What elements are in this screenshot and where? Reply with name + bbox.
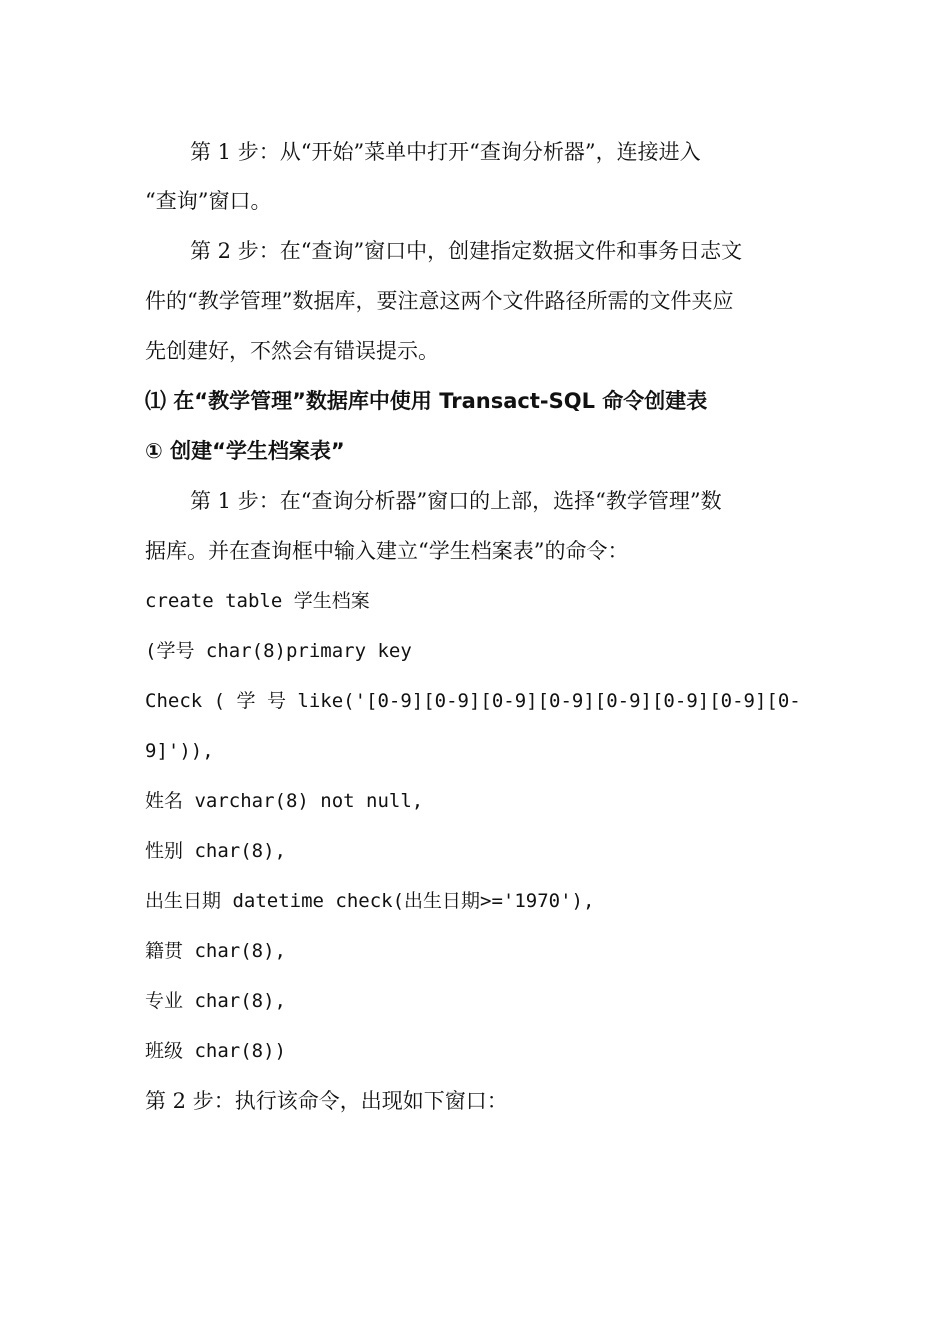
paragraph-step2-line3: 先创建好，不然会有错误提示。 bbox=[145, 339, 439, 363]
code-line: 9]')), bbox=[145, 740, 214, 762]
paragraph-step1-line1: 第 1 步：从“开始”菜单中打开“查询分析器”，连接进入 bbox=[190, 140, 701, 164]
paragraph-step1b-line2: 据库。并在查询框中输入建立“学生档案表”的命令： bbox=[145, 539, 629, 563]
code-line: (学号 char(8)primary key bbox=[145, 640, 412, 662]
code-line: create table 学生档案 bbox=[145, 590, 370, 612]
paragraph-step2-line1: 第 2 步：在“查询”窗口中，创建指定数据文件和事务日志文 bbox=[190, 239, 743, 263]
code-line: 籍贯 char(8), bbox=[145, 940, 286, 962]
code-line: 性别 char(8), bbox=[145, 840, 286, 862]
code-line: 姓名 varchar(8) not null, bbox=[145, 790, 424, 812]
paragraph-step2-line2: 件的“教学管理”数据库，要注意这两个文件路径所需的文件夹应 bbox=[145, 289, 734, 313]
paragraph-step1b-line1: 第 1 步：在“查询分析器”窗口的上部，选择“教学管理”数 bbox=[190, 489, 722, 513]
code-line: Check ( 学 号 like('[0-9][0-9][0-9][0-9][0-9][0-9][0-9][0- bbox=[145, 690, 801, 712]
code-line: 班级 char(8)) bbox=[145, 1040, 286, 1062]
paragraph-step2b: 第 2 步：执行该命令，出现如下窗口： bbox=[145, 1089, 508, 1113]
code-line: 出生日期 datetime check(出生日期>='1970'), bbox=[145, 890, 595, 912]
paragraph-step1-line2: “查询”窗口。 bbox=[145, 189, 272, 213]
section-heading: ⑴ 在“教学管理”数据库中使用 Transact-SQL 命令创建表 bbox=[145, 389, 708, 413]
code-line: 专业 char(8), bbox=[145, 990, 286, 1012]
subsection-heading: ① 创建“学生档案表” bbox=[145, 439, 345, 463]
